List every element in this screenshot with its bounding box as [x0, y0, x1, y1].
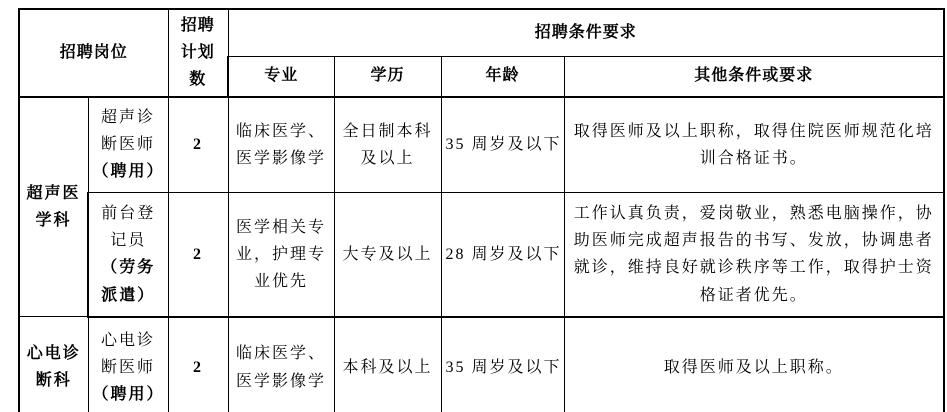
header-education: 学历: [334, 56, 441, 97]
education-cell: 本科及以上: [334, 317, 441, 412]
header-major: 专业: [228, 56, 334, 97]
plan-count-cell: 2: [168, 97, 228, 193]
department-cell: 心电诊断科: [19, 317, 88, 412]
age-cell: 35 周岁及以下: [441, 97, 564, 193]
major-cell: 临床医学、医学影像学: [228, 97, 334, 193]
position-cell: [88, 317, 168, 412]
recruitment-table: [18, 8, 945, 412]
other-requirements-cell: 取得医师及以上职称，取得住院医师规范化培训合格证书。: [564, 97, 944, 193]
header-recruit-requirements: 招聘条件要求: [228, 9, 944, 56]
position-tag: （聘用）: [92, 386, 165, 404]
header-recruit-plan-count: 招聘计划数: [168, 9, 228, 97]
header-recruit-position: 招聘岗位: [19, 9, 168, 97]
position-name: 前台登记员: [101, 204, 156, 250]
education-cell: 全日制本科及以上: [334, 97, 441, 193]
plan-count-cell: 2: [168, 317, 228, 412]
age-cell: 28 周岁及以下: [441, 193, 564, 317]
other-requirements-cell: 工作认真负责，爱岗敬业，熟悉电脑操作，协助医师完成超声报告的书写、发放，协调患者就诊，维持良好就诊秩序等工作，取得护士资格证者优先。: [564, 193, 944, 317]
department-cell: 超声医学科: [19, 97, 88, 317]
position-name: 心电诊断医师: [101, 331, 156, 376]
position-tag: （劳务派遣）: [101, 259, 156, 304]
other-requirements-cell: 取得医师及以上职称。: [564, 317, 944, 412]
education-cell: 大专及以上: [334, 193, 441, 317]
position-cell: [88, 97, 168, 193]
table-row: [19, 317, 944, 412]
header-age: 年龄: [441, 56, 564, 97]
plan-count-cell: 2: [168, 193, 228, 317]
position-name: 超声诊断医师: [101, 109, 156, 154]
position-tag: （聘用）: [92, 163, 165, 181]
major-cell: 临床医学、医学影像学: [228, 317, 334, 412]
major-cell: 医学相关专业，护理专业优先: [228, 193, 334, 317]
table-row: [19, 193, 944, 317]
table-row: [19, 97, 944, 193]
header-other-requirements: 其他条件或要求: [564, 56, 944, 97]
age-cell: 35 周岁及以下: [441, 317, 564, 412]
position-cell: [88, 193, 168, 317]
